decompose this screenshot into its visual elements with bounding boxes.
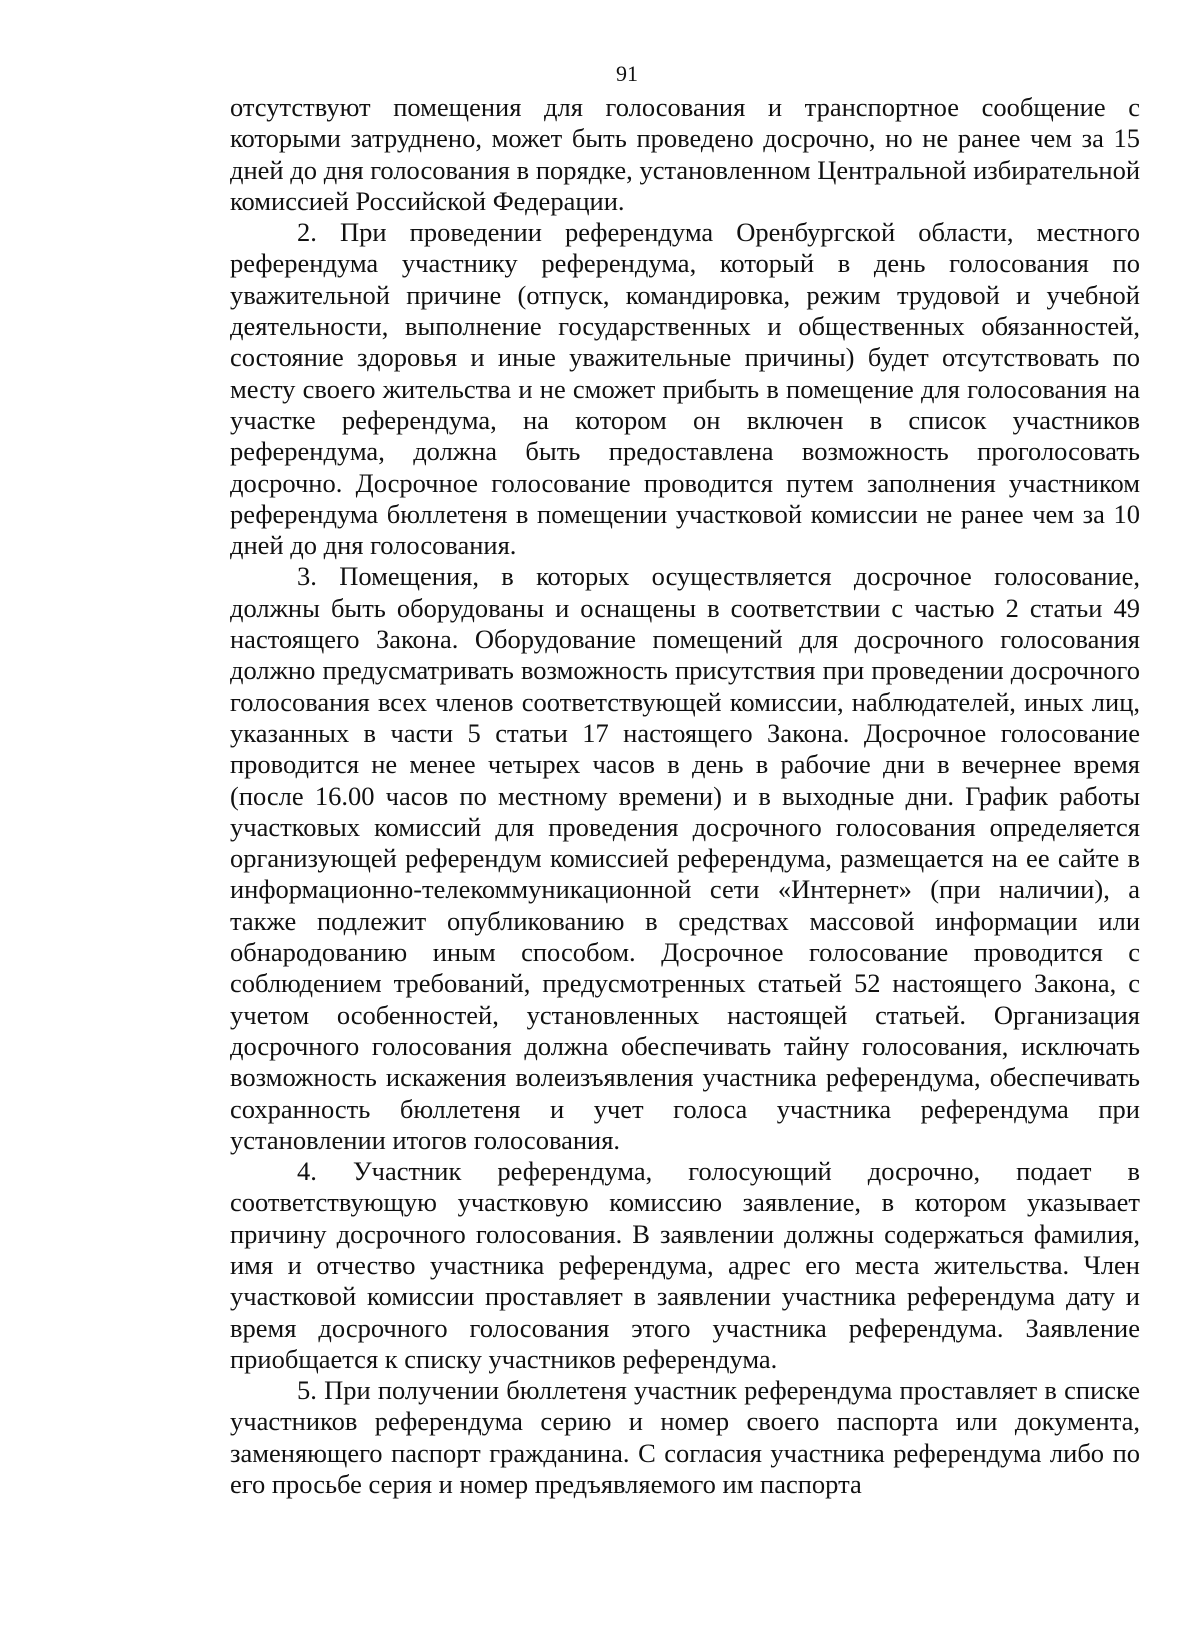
- paragraph-item-4: 4. Участник референдума, голосующий досрочно, подает в соответствующую участковую комиссию заявление, в котором указывает причину досрочного голосования. В заявлении должны содержаться фамилия, имя и отчество участника референдума, адрес его места жительства. Член участковой комиссии проставляет в заявлении участника референдума дату и время досрочного голосования этого участника референдума. Заявление приобщается к списку участников референдума.: [230, 1156, 1140, 1374]
- body-text: [230, 92, 1140, 1500]
- paragraph-item-3: 3. Помещения, в которых осуществляется досрочное голосование, должны быть оборудованы и оснащены в соответствии с частью 2 статьи 49 настоящего Закона. Оборудование помещений для досрочного голосования должно предусматривать возможность присутствия при проведении досрочного голосования всех членов соответствующей комиссии, наблюдателей, иных лиц, указанных в части 5 статьи 17 настоящего Закона. Досрочное голосование проводится не менее четырех часов в день в рабочие дни в вечернее время (после 16.00 часов по местному времени) и в выходные дни. График работы участковых комиссий для проведения досрочного голосования определяется организующей референдум комиссией референдума, размещается на ее сайте в информационно-телекоммуникационной сети «Интернет» (при наличии), а также подлежит опубликованию в средствах массовой информации или обнародованию иным способом. Досрочное голосование проводится с соблюдением требований, предусмотренных статьей 52 настоящего Закона, с учетом особенностей, установленных настоящей статьей. Организация досрочного голосования должна обеспечивать тайну голосования, исключать возможность искажения волеизъявления участника референдума, обеспечивать сохранность бюллетеня и учет голоса участника референдума при установлении итогов голосования.: [230, 561, 1140, 1155]
- paragraph-item-2: 2. При проведении референдума Оренбургской области, местного референдума участнику референдума, который в день голосования по уважительной причине (отпуск, командировка, режим трудовой и учебной деятельности, выполнение государственных и общественных обязанностей, состояние здоровья и иные уважительные причины) будет отсутствовать по месту своего жительства и не сможет прибыть в помещение для голосования на участке референдума, на котором он включен в список участников референдума, должна быть предоставлена возможность проголосовать досрочно. Досрочное голосование проводится путем заполнения участником референдума бюллетеня в помещении участковой комиссии не ранее чем за 10 дней до дня голосования.: [230, 217, 1140, 561]
- paragraph-item-5: 5. При получении бюллетеня участник референдума проставляет в списке участников референдума серию и номер своего паспорта или документа, заменяющего паспорт гражданина. С согласия участника референдума либо по его просьбе серия и номер предъявляемого им паспорта: [230, 1375, 1140, 1500]
- paragraph-continuation: отсутствуют помещения для голосования и транспортное сообщение с которыми затруднено, может быть проведено досрочно, но не ранее чем за 15 дней до дня голосования в порядке, установленном Центральной избирательной комиссией Российской Федерации.: [230, 92, 1140, 216]
- page-number: 91: [616, 61, 638, 86]
